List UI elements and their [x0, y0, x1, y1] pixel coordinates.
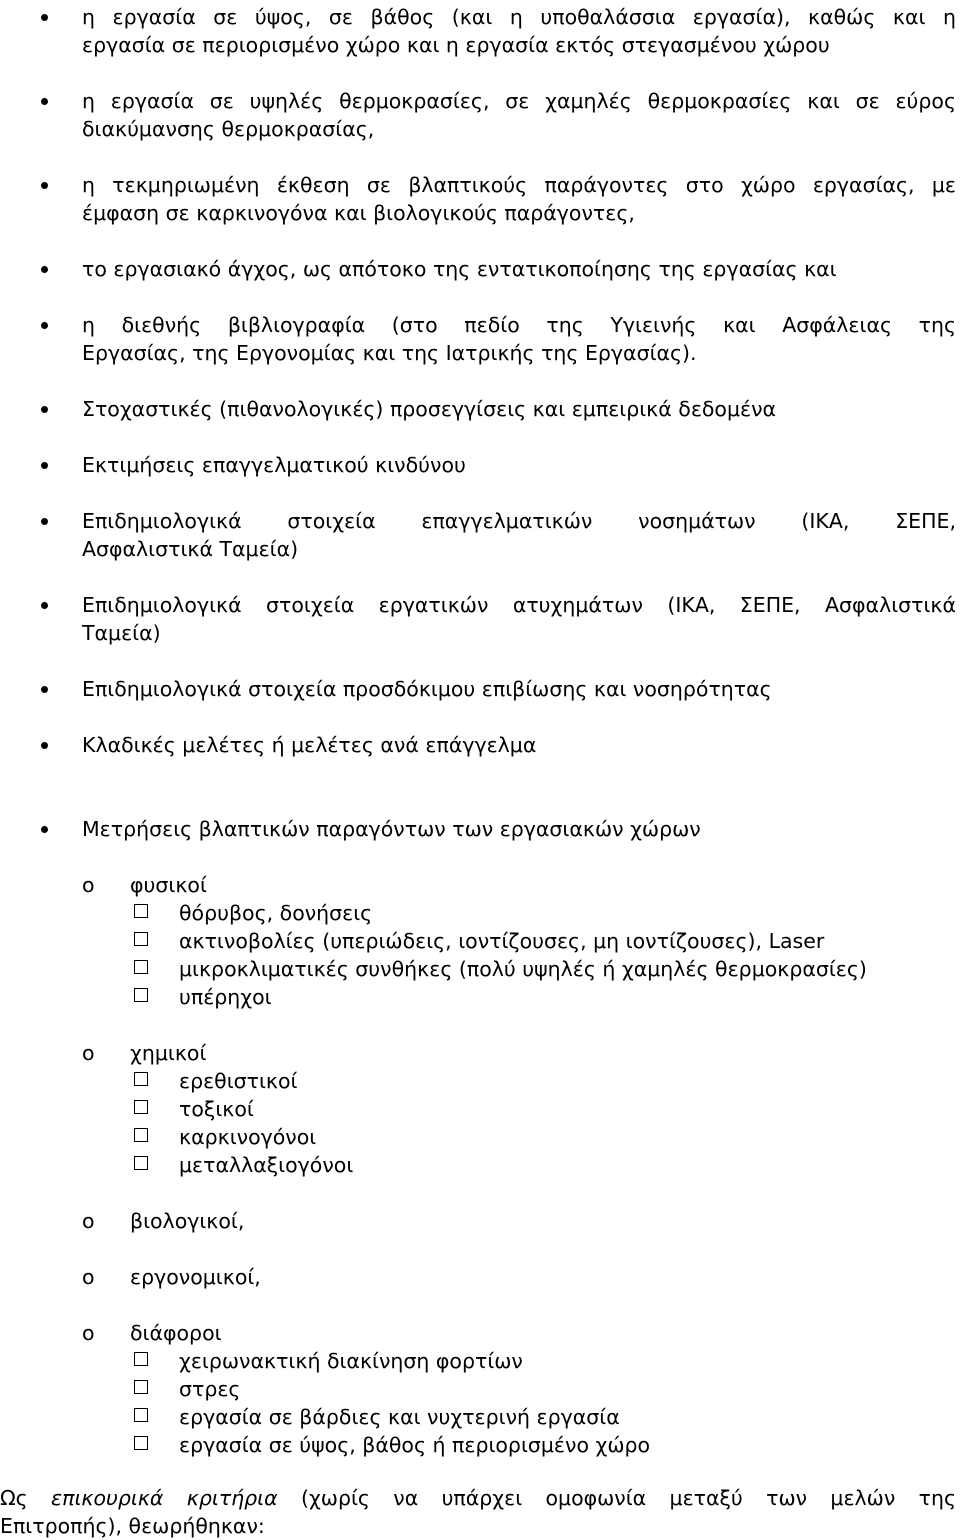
checkbox-item-label: μεταλλαξιογόνοι [179, 1153, 354, 1177]
checkbox-item-label: υπέρηχοι [179, 985, 272, 1009]
empty-square-icon [134, 1128, 148, 1142]
sub-category-label: εργονομικοί, [130, 1265, 261, 1289]
bullet-icon [41, 14, 48, 21]
list-item-text [82, 87, 956, 143]
text-line: Στοχαστικές (πιθανολογικές) προσεγγίσεις και εμπειρικά δεδομένα [82, 397, 777, 421]
sub-category-label: βιολογικοί, [130, 1209, 245, 1233]
text-line: Επιδημιολογικά στοιχεία επαγγελματικών νοσημάτων (ΙΚΑ, ΣΕΠΕ, [82, 509, 956, 533]
text-line: Ταμεία) [82, 621, 161, 645]
empty-square-icon [134, 1072, 148, 1086]
text-line: εργασία σε περιορισμένο χώρο και η εργασία εκτός στεγασμένου χώρου [82, 33, 830, 57]
circle-bullet-icon: o [82, 873, 95, 897]
bullet-icon [41, 826, 48, 833]
checkbox-item-label: στρες [179, 1377, 241, 1401]
text-line: το εργασιακό άγχος, ως απότοκο της εντατικοποίησης της εργασίας και [82, 257, 837, 281]
bullet-icon [41, 98, 48, 105]
list-item-text [82, 591, 956, 647]
bullet-icon [41, 686, 48, 693]
checkbox-item-label: εργασία σε ύψος, βάθος ή περιορισμένο χώρο [179, 1433, 651, 1457]
list-item-text [82, 675, 956, 703]
checkbox-item-label: τοξικοί [179, 1097, 254, 1121]
empty-square-icon [134, 1380, 148, 1394]
circle-bullet-icon: o [82, 1265, 95, 1289]
bullet-icon [41, 742, 48, 749]
empty-square-icon [134, 988, 148, 1002]
text-line: Επιδημιολογικά στοιχεία εργατικών ατυχημάτων (ΙΚΑ, ΣΕΠΕ, Ασφαλιστικά [82, 593, 956, 617]
paragraph-line [0, 1484, 956, 1512]
circle-bullet-icon: o [82, 1321, 95, 1345]
bullet-icon [41, 322, 48, 329]
empty-square-icon [134, 1156, 148, 1170]
list-item-text [82, 451, 956, 479]
checkbox-item-label: ερεθιστικοί [179, 1069, 298, 1093]
bullet-icon [41, 518, 48, 525]
empty-square-icon [134, 932, 148, 946]
checkbox-item-label: χειρωνακτική διακίνηση φορτίων [179, 1349, 523, 1373]
empty-square-icon [134, 1100, 148, 1114]
closing-paragraph [0, 1484, 956, 1540]
text-line: η τεκμηριωμένη έκθεση σε βλαπτικούς παράγοντες στο χώρο εργασίας, με [82, 173, 956, 197]
bullet-icon [41, 602, 48, 609]
text-line: διακύμανσης θερμοκρασίας, [82, 117, 375, 141]
list-item-text [82, 311, 956, 367]
empty-square-icon [134, 1408, 148, 1422]
list-item-text [82, 815, 956, 843]
text-line: η διεθνής βιβλιογραφία (στο πεδίο της Υγιεινής και Ασφάλειας της [82, 313, 956, 337]
paragraph-text: Ως [0, 1486, 28, 1510]
text-line: Επιδημιολογικά στοιχεία προσδόκιμου επιβίωσης και νοσηρότητας [82, 677, 772, 701]
text-line: Εργασίας, της Εργονομίας και της Ιατρικής της Εργασίας). [82, 341, 697, 365]
circle-bullet-icon: o [82, 1209, 95, 1233]
sub-category-label: χημικοί [130, 1041, 207, 1065]
list-item-text [82, 171, 956, 227]
text-line: Μετρήσεις βλαπτικών παραγόντων των εργασιακών χώρων [82, 817, 701, 841]
bullet-icon [41, 462, 48, 469]
empty-square-icon [134, 960, 148, 974]
list-item-text [82, 507, 956, 563]
text-line: η εργασία σε υψηλές θερμοκρασίες, σε χαμηλές θερμοκρασίες και σε εύρος [82, 89, 956, 113]
paragraph-text: (χωρίς να υπάρχει ομοφωνία μεταξύ των μελών της [300, 1486, 956, 1510]
sub-category-label: διάφοροι [130, 1321, 222, 1345]
sub-category-label: φυσικοί [130, 873, 207, 897]
list-item-text [82, 731, 956, 759]
circle-bullet-icon: o [82, 1041, 95, 1065]
list-item-text [82, 255, 956, 283]
bullet-icon [41, 266, 48, 273]
bullet-icon [41, 182, 48, 189]
checkbox-item-label: ακτινοβολίες (υπεριώδεις, ιοντίζουσες, μη ιοντίζουσες), Laser [179, 929, 825, 953]
paragraph-line: Επιτροπής), θεωρήθηκαν: [0, 1514, 265, 1538]
emphasized-text: επικουρικά κριτήρια [51, 1486, 278, 1510]
bullet-icon [41, 406, 48, 413]
text-line: η εργασία σε ύψος, σε βάθος (και η υποθαλάσσια εργασία), καθώς και η [82, 5, 956, 29]
checkbox-item-label: εργασία σε βάρδιες και νυχτερινή εργασία [179, 1405, 620, 1429]
checkbox-item-label: μικροκλιματικές συνθήκες (πολύ υψηλές ή χαμηλές θερμοκρασίες) [179, 957, 867, 981]
text-line: Ασφαλιστικά Ταμεία) [82, 537, 299, 561]
empty-square-icon [134, 904, 148, 918]
text-line: έμφαση σε καρκινογόνα και βιολογικούς παράγοντες, [82, 201, 635, 225]
list-item-text [82, 395, 956, 423]
text-line: Κλαδικές μελέτες ή μελέτες ανά επάγγελμα [82, 733, 537, 757]
empty-square-icon [134, 1352, 148, 1366]
checkbox-item-label: θόρυβος, δονήσεις [179, 901, 373, 925]
checkbox-item-label: καρκινογόνοι [179, 1125, 317, 1149]
list-item-text [82, 3, 956, 59]
text-line: Εκτιμήσεις επαγγελματικού κινδύνου [82, 453, 466, 477]
empty-square-icon [134, 1436, 148, 1450]
